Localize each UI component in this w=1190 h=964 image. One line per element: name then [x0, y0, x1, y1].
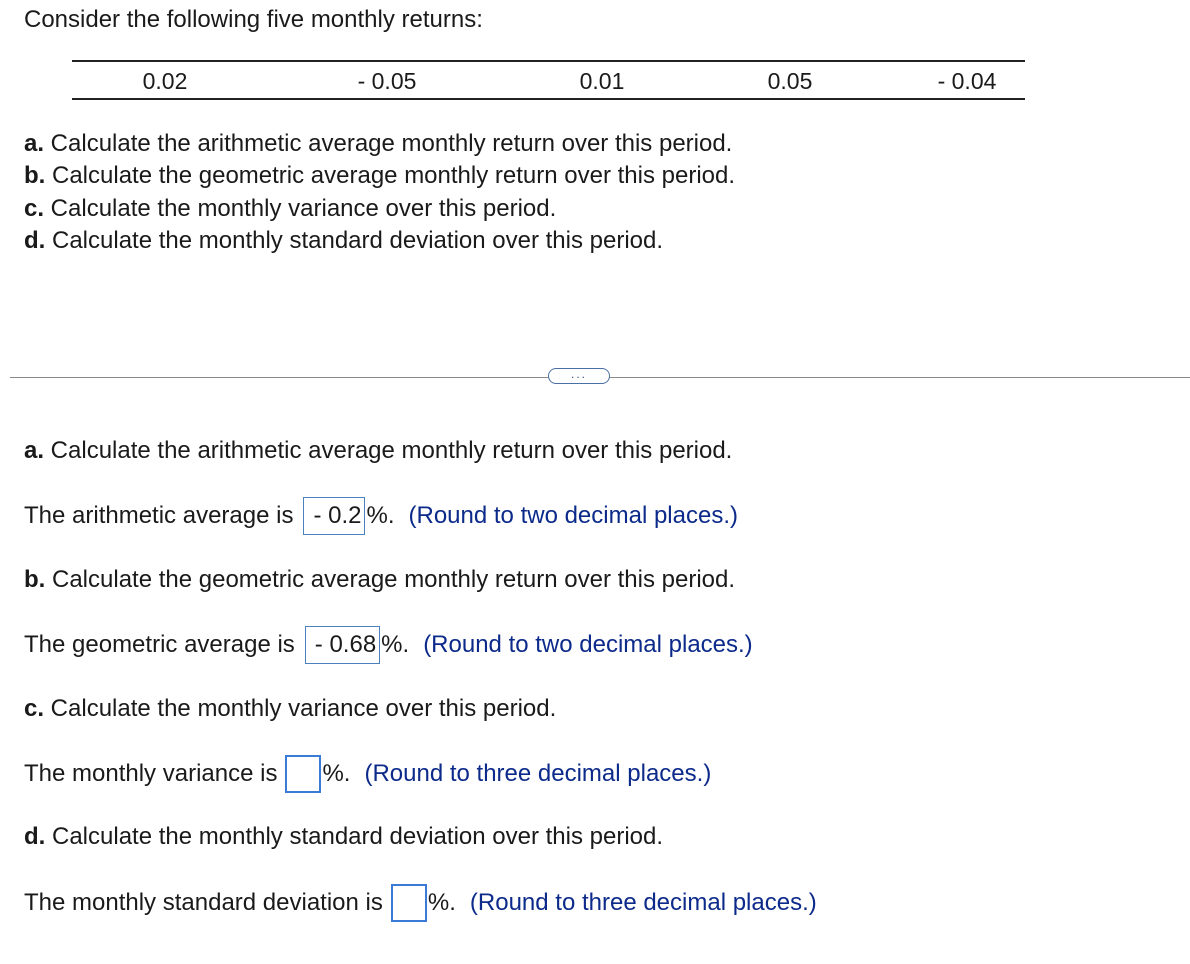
rounding-hint: (Round to three decimal places.)	[469, 889, 817, 916]
return-value: 0.01	[579, 68, 625, 94]
answer-heading-d	[24, 823, 663, 851]
question-text: Calculate the geometric average monthly return over this period.	[45, 566, 736, 593]
question-text: Calculate the monthly standard deviation over this period.	[45, 823, 664, 850]
question-a	[24, 130, 732, 158]
question-letter: b.	[24, 162, 46, 189]
variance-input[interactable]	[285, 755, 321, 793]
geometric-average-answer[interactable]: - 0.68	[305, 626, 380, 664]
std-deviation-input[interactable]	[391, 884, 427, 922]
question-letter: d.	[24, 227, 46, 254]
answer-line-d	[24, 884, 817, 922]
arithmetic-average-answer[interactable]: - 0.2	[303, 497, 365, 535]
question-text: Calculate the geometric average monthly return over this period.	[45, 162, 736, 189]
answer-heading-c	[24, 695, 556, 723]
answer-line-a	[24, 497, 738, 535]
question-letter: b.	[24, 566, 46, 593]
answer-prefix: The geometric average is	[24, 631, 295, 658]
return-value: - 0.04	[937, 68, 997, 94]
ellipsis-icon: ...	[570, 366, 587, 381]
question-letter: d.	[24, 823, 46, 850]
rounding-hint: (Round to two decimal places.)	[423, 631, 753, 658]
return-value: 0.02	[142, 68, 188, 94]
percent-suffix: %.	[427, 889, 456, 916]
answer-heading-b	[24, 566, 735, 594]
answer-prefix: The arithmetic average is	[24, 502, 294, 529]
question-letter: a.	[24, 437, 45, 464]
answer-prefix: The monthly standard deviation is	[24, 889, 383, 916]
question-text: Calculate the monthly standard deviation over this period.	[45, 227, 664, 254]
returns-table	[72, 60, 1025, 100]
percent-suffix: %.	[322, 760, 351, 787]
problem-intro: Consider the following five monthly returns:	[24, 6, 483, 33]
question-letter: a.	[24, 130, 45, 157]
rounding-hint: (Round to two decimal places.)	[408, 502, 738, 529]
question-text: Calculate the monthly variance over this period.	[44, 195, 557, 222]
percent-suffix: %.	[381, 631, 410, 658]
rounding-hint: (Round to three decimal places.)	[364, 760, 712, 787]
return-value: - 0.05	[357, 68, 417, 94]
answer-line-c	[24, 755, 711, 793]
question-text: Calculate the arithmetic average monthly return over this period.	[44, 130, 733, 157]
question-letter: c.	[24, 695, 45, 722]
question-d	[24, 227, 663, 255]
answer-prefix: The monthly variance is	[24, 760, 278, 787]
answer-line-b	[24, 626, 753, 664]
return-value: 0.05	[767, 68, 813, 94]
question-text: Calculate the monthly variance over this period.	[44, 695, 557, 722]
question-b	[24, 162, 735, 190]
answer-heading-a	[24, 437, 732, 465]
question-c	[24, 195, 556, 223]
question-letter: c.	[24, 195, 45, 222]
percent-suffix: %.	[366, 502, 395, 529]
question-text: Calculate the arithmetic average monthly return over this period.	[44, 437, 733, 464]
more-button[interactable]	[548, 368, 610, 384]
